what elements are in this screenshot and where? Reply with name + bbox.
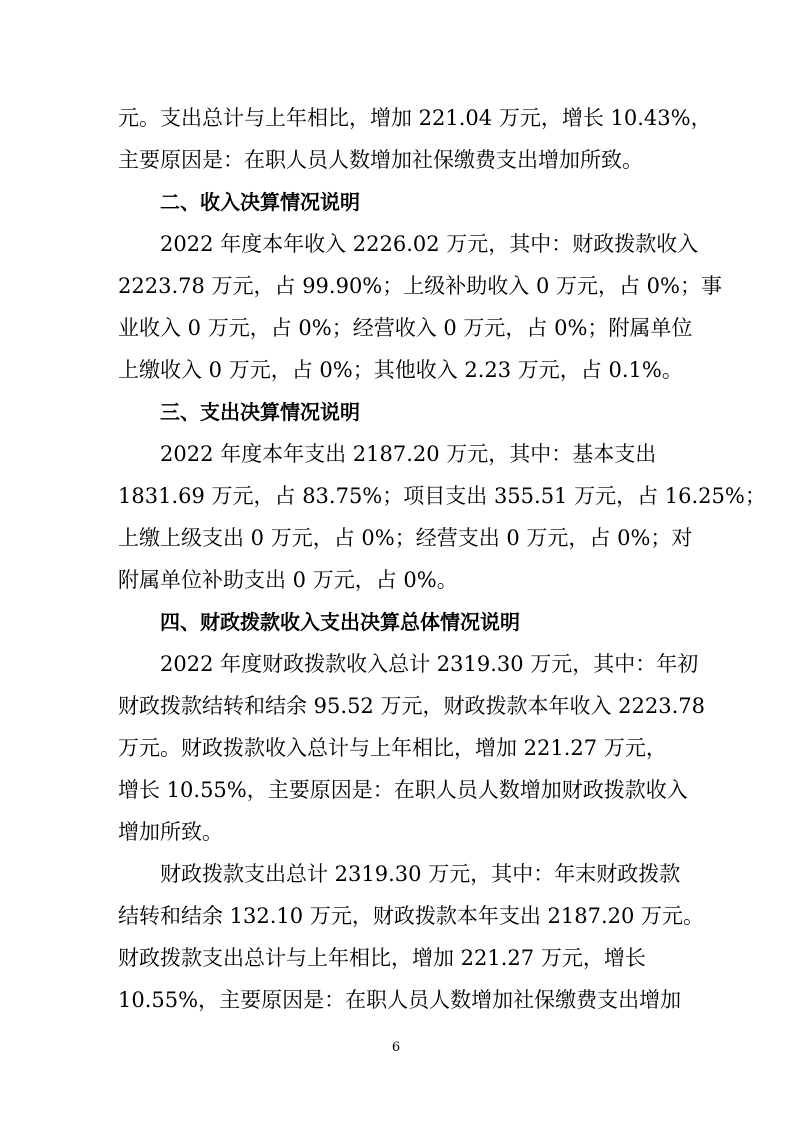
paragraph-line xyxy=(0,478,793,514)
paragraph-line xyxy=(0,562,793,598)
line-text: 元。支出总计与上年相比，增加 221.04 万元，增长 10.43%， xyxy=(118,106,712,130)
line-text: 上缴收入 0 万元，占 0%；其他收入 2.23 万元，占 0.1%。 xyxy=(118,358,683,382)
line-text: 财政拨款支出总计 2319.30 万元，其中：年末财政拨款 xyxy=(160,862,681,886)
paragraph-line xyxy=(0,352,793,388)
paragraph-line xyxy=(0,898,793,934)
heading-text: 四、财政拨款收入支出决算总体情况说明 xyxy=(160,610,520,634)
paragraph-line xyxy=(0,520,793,556)
paragraph-line xyxy=(0,646,793,682)
paragraph-line xyxy=(0,688,793,724)
paragraph-line xyxy=(0,940,793,976)
line-text: 10.55%，主要原因是：在职人员人数增加社保缴费支出增加 xyxy=(118,988,682,1012)
page-number: 6 xyxy=(391,1040,401,1055)
section-heading-expenditure xyxy=(0,394,793,430)
line-text: 2022 年度财政拨款收入总计 2319.30 万元，其中：年初 xyxy=(160,652,699,676)
line-text: 2022 年度本年支出 2187.20 万元，其中：基本支出 xyxy=(160,442,657,466)
paragraph-line xyxy=(0,730,793,766)
line-text: 财政拨款结转和结余 95.52 万元，财政拨款本年收入 2223.78 xyxy=(118,694,705,718)
paragraph-line xyxy=(0,226,793,262)
line-text: 业收入 0 万元，占 0%；经营收入 0 万元，占 0%；附属单位 xyxy=(118,316,693,340)
heading-text: 三、支出决算情况说明 xyxy=(160,400,360,424)
paragraph-line xyxy=(0,268,793,304)
line-text: 结转和结余 132.10 万元，财政拨款本年支出 2187.20 万元。 xyxy=(118,904,705,928)
paragraph-line xyxy=(0,856,793,892)
line-text: 1831.69 万元，占 83.75%；项目支出 355.51 万元，占 16.25%； xyxy=(118,484,766,508)
paragraph-line xyxy=(0,436,793,472)
heading-text: 二、收入决算情况说明 xyxy=(160,190,360,214)
paragraph-line xyxy=(0,982,793,1018)
line-text: 附属单位补助支出 0 万元，占 0%。 xyxy=(118,568,458,592)
line-text: 万元。财政拨款收入总计与上年相比，增加 221.27 万元， xyxy=(118,736,667,760)
line-text: 上缴上级支出 0 万元，占 0%；经营支出 0 万元，占 0%；对 xyxy=(118,526,693,550)
paragraph-line xyxy=(0,100,793,136)
section-heading-fiscal-appropriation xyxy=(0,604,793,640)
paragraph-line xyxy=(0,142,793,178)
line-text: 增加所致。 xyxy=(118,820,223,844)
line-text: 财政拨款支出总计与上年相比，增加 221.27 万元，增长 xyxy=(118,946,646,970)
paragraph-line xyxy=(0,772,793,808)
paragraph-line xyxy=(0,310,793,346)
line-text: 2022 年度本年收入 2226.02 万元，其中：财政拨款收入 xyxy=(160,232,699,256)
line-text: 主要原因是：在职人员人数增加社保缴费支出增加所致。 xyxy=(118,148,643,172)
paragraph-line xyxy=(0,814,793,850)
line-text: 2223.78 万元，占 99.90%；上级补助收入 0 万元，占 0%；事 xyxy=(118,274,722,298)
section-heading-income xyxy=(0,184,793,220)
line-text: 增长 10.55%，主要原因是：在职人员人数增加财政拨款收入 xyxy=(118,778,688,802)
